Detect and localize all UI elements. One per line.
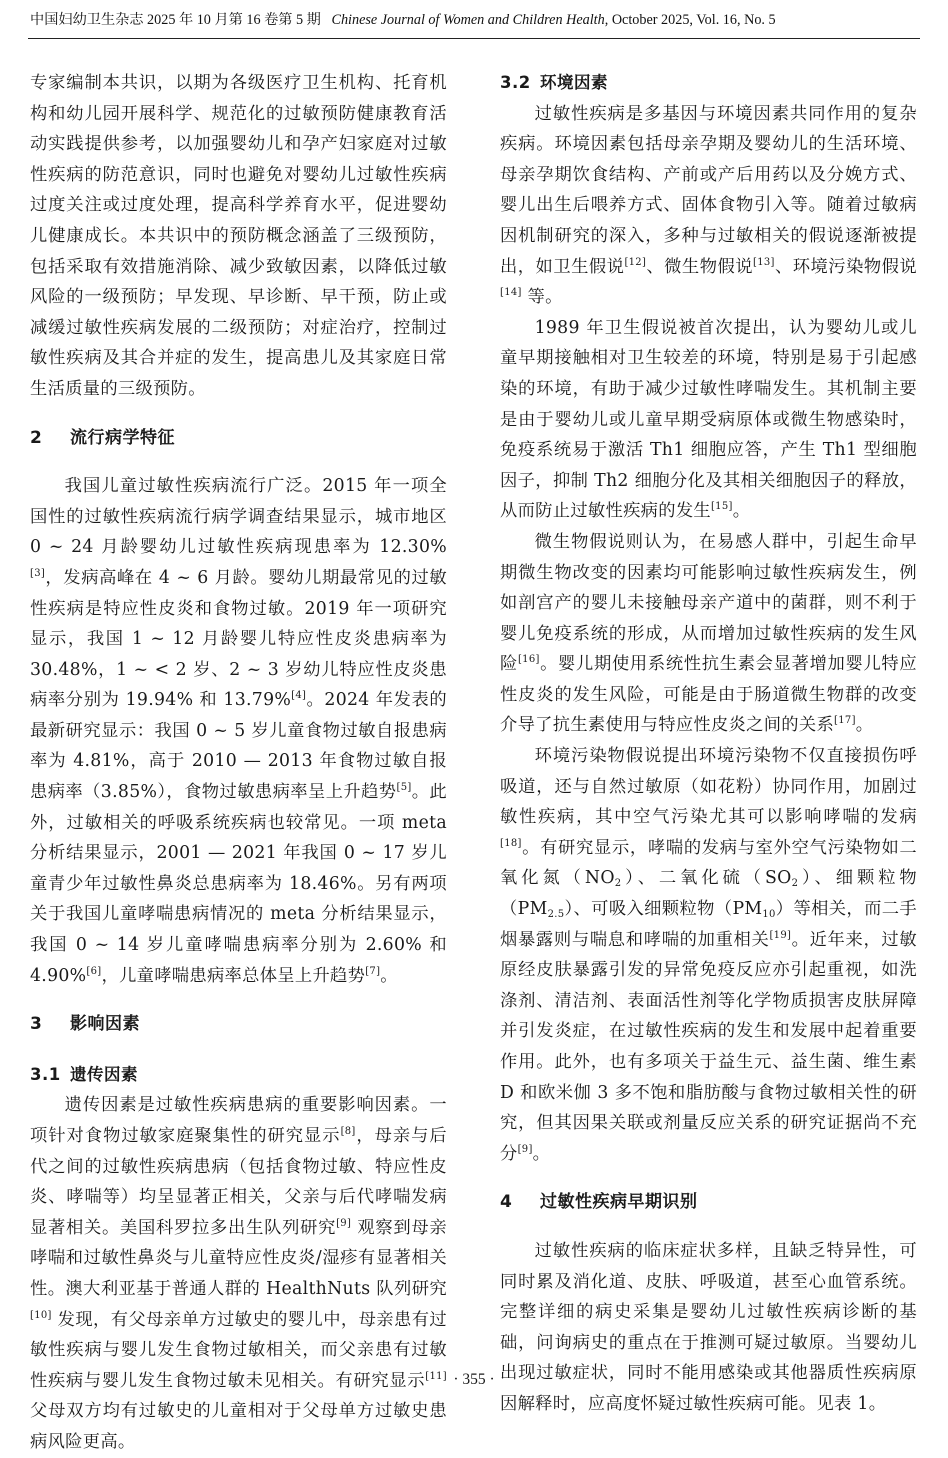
citation-ref[interactable]: [12]	[624, 256, 647, 268]
subsection-number: 3.1	[30, 1064, 61, 1084]
environment-paragraph: 过敏性疾病是多基因与环境因素共同作用的复杂疾病。环境因素包括母亲孕期及婴幼儿的生活环境、母亲孕期饮食结构、产前或产后用药以及分娩方式、婴儿出生后喂养方式、固体食物引入等。随着过敏病因机制研究的深入，多种与过敏相关的假说逐渐被提出，如卫生假说[12]、微生物假说[13]、环境污染物假说[14] 等。	[500, 103, 917, 308]
citation-ref[interactable]: [19]	[769, 929, 792, 941]
citation-ref[interactable]: [13]	[753, 256, 775, 268]
early-identification-paragraph: 过敏性疾病的临床症状多样，且缺乏特异性，可同时累及消化道、皮肤、呼吸道，甚至心血管系统。完整详细的病史采集是婴幼儿过敏性疾病诊断的基础，问询病史的重点在于推测可疑过敏原。当婴幼儿出现过敏症状，同时不能用感染或其他器质性疾病原因解释时，应高度怀疑过敏性疾病可能。见表 1。	[500, 1240, 917, 1414]
citation-ref[interactable]: [3]	[30, 567, 46, 579]
epidemiology-paragraph: 我国儿童过敏性疾病流行广泛。2015 年一项全国性的过敏性疾病流行病学调查结果显示，城市地区 0 ~ 24 月龄婴幼儿过敏性疾病现患率为 12.30%[3]，发病高峰在 4 ~ 6 月龄。婴幼儿期最常见的过敏性疾病是特应性皮炎和食物过敏。2019 年一项研究显示，我国 1 ~ 12 月龄婴儿特应性皮炎患病率为 30.48%，1 ~ < 2 岁、2 ~ 3 岁幼儿特应性皮炎患病率分别为 19.94% 和 13.79%[4]。2024 年发表的最新研究显示：我国 0 ~ 5 岁儿童食物过敏自报患病率为 4.81%，高于 2010 — 2013 年食物过敏自报患病率（3.85%），食物过敏患病率呈上升趋势[5]。此外，过敏相关的呼吸系统疾病也较常见。一项 meta 分析结果显示，2001 — 2021 年我国 0 ~ 17 岁儿童青少年过敏性鼻炎总患病率为 18.46%。另有两项关于我国儿童哮喘患病情况的 meta 分析结果显示，我国 0 ~ 14 岁儿童哮喘患病率分别为 2.60% 和 4.90%[6]，儿童哮喘患病率总体呈上升趋势[7]。	[30, 476, 447, 986]
subsection-title: 环境因素	[540, 73, 608, 92]
page-number: · 355 ·	[453, 1371, 495, 1388]
genetic-paragraph: 遗传因素是过敏性疾病患病的重要影响因素。一项针对食物过敏家庭聚集性的研究显示[8]，母亲与后代之间的过敏性疾病患病（包括食物过敏、特应性皮炎、哮喘等）均呈显著正相关，父亲与后代哮喘发病显著相关。美国科罗拉多出生队列研究[9] 观察到母亲哮喘和过敏性鼻炎与儿童特应性皮炎/湿疹有显著相关性。澳大利亚基于普通人群的 HealthNuts 队列研究[10] 发现，有父母亲单方过敏史的婴儿中，母亲患有过敏性疾病与婴儿发生食物过敏相关，而父亲患有过敏性疾病与婴儿发生食物过敏未见相关。有研究显示[11] 父母双方均有过敏史的儿童相对于父母单方过敏史患病风险更高。	[30, 1095, 447, 1452]
section-number: 2	[30, 427, 43, 448]
hygiene-hypothesis-paragraph: 1989 年卫生假说被首次提出，认为婴幼儿或儿童早期接触相对卫生较差的环境，特别是易于引起感染的环境，有助于减少过敏性哮喘发生。其机制主要是由于婴幼儿或儿童早期受病原体或微生物感染时，免疫系统易于激活 Th1 细胞应答，产生 Th1 型细胞因子，抑制 Th2 细胞分化及其相关细胞因子的释放，从而防止过敏性疾病的发生[15]。	[500, 317, 917, 522]
subsection-title: 遗传因素	[70, 1064, 138, 1084]
section-title: 流行病学特征	[70, 427, 175, 448]
subsection-heading-environmental	[500, 68, 917, 99]
citation-ref[interactable]: [5]	[396, 782, 412, 794]
intro-paragraph: 专家编制本共识，以期为各级医疗卫生机构、托育机构和幼儿园开展科学、规范化的过敏预防健康教育活动实践提供参考，以加强婴幼儿和孕产妇家庭对过敏性疾病的防范意识，同时也避免对婴幼儿过敏性疾病过度关注或过度处理，提高科学养育水平，促进婴幼儿健康成长。本共识中的预防概念涵盖了三级预防，包括采取有效措施消除、减少致敏因素，以降低过敏风险的一级预防；早发现、早诊断、早干预，防止或减缓过敏性疾病发展的二级预防；对症治疗，控制过敏性疾病及其合并症的发生，提高患儿及其家庭日常生活质量的三级预防。	[30, 73, 447, 399]
subscript: 10	[762, 909, 776, 921]
subsection-number: 3.2	[500, 73, 531, 92]
citation-ref[interactable]: [16]	[517, 654, 540, 666]
citation-ref[interactable]: [10]	[30, 1309, 52, 1321]
right-column	[500, 68, 917, 1420]
subscript: 2	[791, 878, 799, 890]
section-heading-epidemiology	[30, 423, 447, 454]
header-rule	[28, 38, 920, 39]
left-column	[30, 68, 447, 1458]
subscript: 2.5	[547, 909, 565, 921]
citation-ref[interactable]: [8]	[340, 1126, 356, 1137]
citation-ref[interactable]: [14]	[500, 287, 522, 299]
citation-ref[interactable]: [9]	[336, 1217, 352, 1229]
citation-ref[interactable]: [11]	[425, 1370, 447, 1382]
citation-ref[interactable]: [17]	[834, 715, 856, 727]
citation-ref[interactable]: [6]	[86, 965, 102, 977]
journal-issue-en: , October 2025, Vol. 16, No. 5	[604, 12, 776, 28]
citation-ref[interactable]: [4]	[291, 690, 307, 702]
section-heading-early-identification	[500, 1187, 917, 1218]
section-number: 3	[30, 1014, 43, 1035]
section-title: 过敏性疾病早期识别	[540, 1192, 698, 1213]
journal-name-en: Chinese Journal of Women and Children Health	[331, 12, 605, 28]
section-number: 4	[500, 1192, 513, 1213]
pollutant-hypothesis-paragraph: 环境污染物假说提出环境污染物不仅直接损伤呼吸道，还与自然过敏原（如花粉）协同作用，加剧过敏性疾病，其中空气污染尤其可以影响哮喘的发病[18]。有研究显示，哮喘的发病与室外空气污染物如二氧化氮$(NO_2)$、二氧化硫$(SO_2)$、细颗粒物$(PM_{2.5})$、可吸入细颗粒物$(PM_{10})$等相关，而二手烟暴露则与喘息和哮喘的加重相关[19]。近年来，过敏原经皮肤暴露引发的异常免疫反应亦引起重视，如洗涤剂、清洁剂、表面活性剂等化学物质损害皮肤屏障并引发炎症，在过敏性疾病的发生和发展中起着重要作用。此外，也有多项关于益生元、益生菌、维生素 D 和欧米伽 3 多不饱和脂肪酸与食物过敏相关性的研究，但其因果关联或剂量反应关系的研究证据尚不充分[9]。	[500, 746, 918, 1164]
citation-ref[interactable]: [18]	[500, 837, 522, 849]
running-header	[30, 10, 920, 30]
citation-ref[interactable]: [15]	[710, 501, 733, 513]
citation-ref[interactable]: [7]	[365, 965, 381, 977]
subsection-heading-genetic	[30, 1060, 447, 1091]
journal-name-cn: 中国妇幼卫生杂志 2025 年 10 月第 16 卷第 5 期	[30, 12, 321, 28]
section-title: 影响因素	[70, 1014, 140, 1035]
subscript: 2	[614, 878, 622, 890]
citation-ref[interactable]: [9]	[517, 1143, 533, 1155]
section-heading-influencing-factors	[30, 1009, 447, 1040]
microbial-hypothesis-paragraph: 微生物假说则认为，在易感人群中，引起生命早期微生物改变的因素均可能影响过敏性疾病发生，例如剖宫产的婴儿未接触母亲产道中的菌群，则不利于婴儿免疫系统的形成，从而增加过敏性疾病的发生风险[16]。婴儿期使用系统性抗生素会显著增加婴儿特应性皮炎的发生风险，可能是由于肠道微生物群的改变介导了抗生素使用与特应性皮炎之间的关系[17]。	[500, 531, 917, 736]
